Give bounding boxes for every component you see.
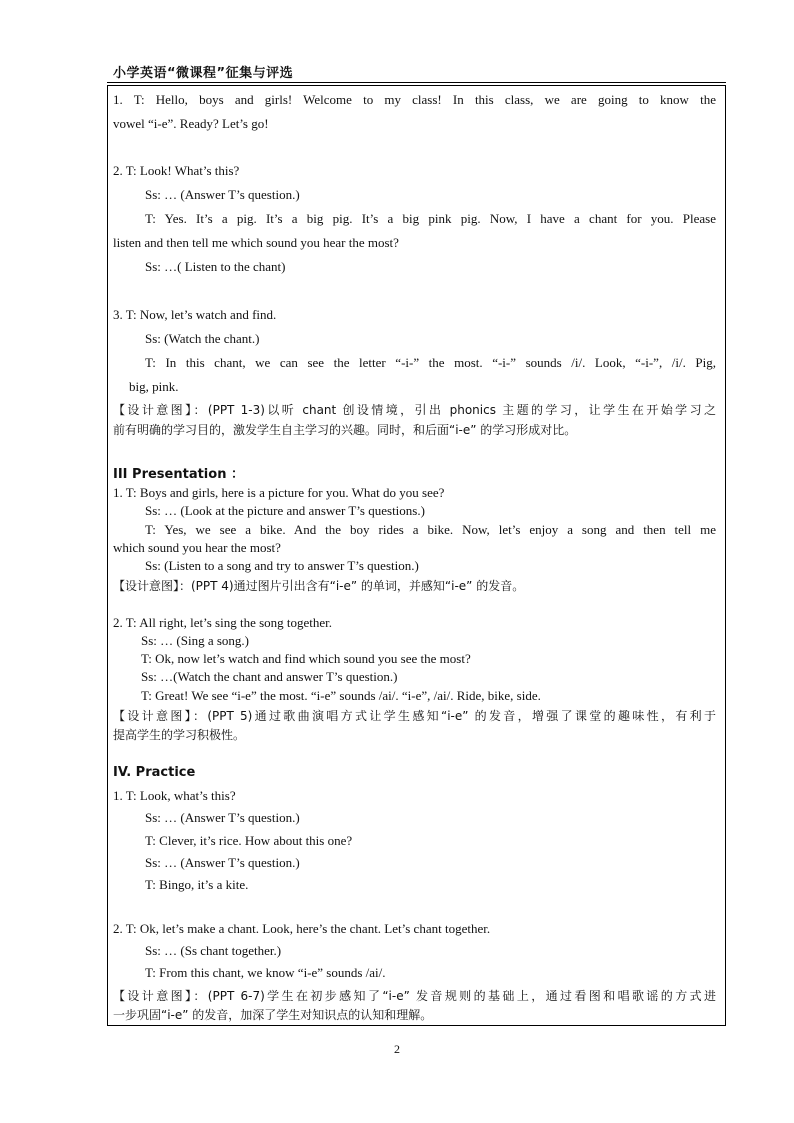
design-intent-note: 【设计意图】：(PPT 1-3)以听 chant 创设情境，引出 phonics 主题的学习，让学生在开始学习之 [113,403,716,417]
text-line: T: Clever, it’s rice. How about this one? [145,833,353,848]
text-line: T: In this chant, we can see the letter “-i-” the most. “-i-” sounds /i/. Look, “-i-”, /i/. Pig, [145,355,716,370]
design-intent-note: 【设计意图】：(PPT 4)通过图片引出含有“i-e” 的单词，并感知“i-e” 的发音。 [113,579,525,593]
design-intent-note: 【设计意图】：(PPT 5)通过歌曲演唱方式让学生感知“i-e” 的发音，增强了课堂的趣味性，有利于 [113,709,716,723]
text-line: T: From this chant, we know “i-e” sounds /ai/. [145,965,386,980]
text-line: T: Yes. It’s a pig. It’s a big pig. It’s a big pink pig. Now, I have a chant for you. Please [145,211,716,226]
text-line: Ss: … (Answer T’s question.) [145,855,300,870]
text-line: T: Bingo, it’s a kite. [145,877,249,892]
page-header-title: 小学英语“微课程”征集与评选 [113,66,294,81]
text-line: 2. T: Look! What’s this? [113,163,240,178]
text-line: vowel “i-e”. Ready? Let’s go! [113,116,269,131]
text-line: T: Yes, we see a bike. And the boy rides a bike. Now, let’s enjoy a song and then tell me [145,522,716,537]
text-line: which sound you hear the most? [113,540,281,555]
text-line: Ss: … (Sing a song.) [141,633,249,648]
text-line: big, pink. [129,379,179,394]
text-line: listen and then tell me which sound you hear the most? [113,235,399,250]
text-line: Ss: (Listen to a song and try to answer T’s question.) [145,558,419,573]
text-line: T: Great! We see “i-e” the most. “i-e” sounds /ai/. “i-e”, /ai/. Ride, bike, side. [141,688,541,703]
text-line: 2. T: All right, let’s sing the song together. [113,615,333,630]
design-intent-note: 【设计意图】：(PPT 6-7)学生在初步感知了“i-e” 发音规则的基础上，通过看图和唱歌谣的方式进 [113,989,716,1003]
text-line: Ss: … (Answer T’s question.) [145,810,300,825]
text-line: Ss: (Watch the chant.) [145,331,260,346]
text-line: Ss: … (Ss chant together.) [145,943,282,958]
text-line: 1. T: Hello, boys and girls! Welcome to my class! In this class, we are going to know the [113,92,716,107]
header-rule [107,82,726,83]
page-number: 2 [394,1042,400,1056]
section-heading-presentation: ⅠⅠⅠ Presentation ： [113,467,244,482]
text-line: Ss: …( Listen to the chant) [145,259,286,274]
text-line: 1. T: Boys and girls, here is a picture for you. What do you see? [113,485,445,500]
design-intent-note: 一步巩固“i-e” 的发音，加深了学生对知识点的认知和理解。 [113,1008,433,1022]
text-line: T: Ok, now let’s watch and find which sound you see the most? [141,651,471,666]
text-line: Ss: … (Answer T’s question.) [145,187,300,202]
design-intent-note: 提高学生的学习积极性。 [113,728,246,742]
text-line: 3. T: Now, let’s watch and find. [113,307,277,322]
section-heading-practice: IV. Practice [113,765,196,780]
text-line: Ss: … (Look at the picture and answer T’s questions.) [145,503,425,518]
design-intent-note: 前有明确的学习目的，激发学生自主学习的兴趣。同时，和后面“i-e” 的学习形成对比。 [113,423,577,437]
text-line: 1. T: Look, what’s this? [113,788,236,803]
text-line: 2. T: Ok, let’s make a chant. Look, here’s the chant. Let’s chant together. [113,921,491,936]
text-line: Ss: …(Watch the chant and answer T’s question.) [141,669,398,684]
